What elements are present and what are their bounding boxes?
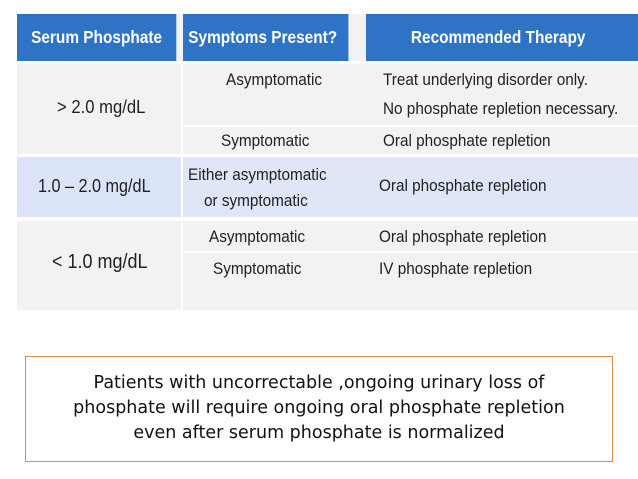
symptoms-symptomatic: Symptomatic [221, 131, 310, 150]
note-line: Patients with uncorrectable ,ongoing urinary loss of [93, 373, 545, 393]
symptoms-either: Either asymptomatic [188, 165, 327, 184]
header-symptoms-present: Symptoms Present? [183, 14, 348, 61]
note-line: even after serum phosphate is normalized [133, 423, 505, 443]
note-box [25, 356, 613, 462]
subrow-separator [183, 125, 638, 127]
symptoms-or-symptomatic: or symptomatic [204, 191, 308, 210]
symptoms-symptomatic: Symptomatic [213, 259, 302, 278]
subrow-separator [183, 251, 638, 253]
header-serum-phosphate: Serum Phosphate [17, 14, 176, 61]
serum-level-moderate: 1.0 – 2.0 mg/dL [38, 176, 151, 196]
note-line: phosphate will require ongoing oral phosphate repletion [73, 398, 565, 418]
serum-level-high: > 2.0 mg/dL [57, 96, 146, 117]
serum-level-low: < 1.0 mg/dL [52, 251, 148, 273]
therapy-oral-repletion: Oral phosphate repletion [379, 227, 547, 246]
row-separator [17, 217, 638, 221]
therapy-no-repletion: No phosphate repletion necessary. [383, 99, 619, 118]
therapy-iv-repletion: IV phosphate repletion [379, 259, 533, 278]
therapy-table [17, 14, 638, 310]
symptoms-asymptomatic: Asymptomatic [226, 70, 323, 89]
therapy-oral-repletion: Oral phosphate repletion [383, 131, 551, 150]
symptoms-asymptomatic: Asymptomatic [209, 227, 306, 246]
therapy-oral-repletion: Oral phosphate repletion [379, 176, 547, 195]
row-separator [17, 61, 638, 64]
header-recommended-therapy: Recommended Therapy [366, 14, 638, 61]
therapy-treat-underlying: Treat underlying disorder only. [383, 70, 588, 89]
